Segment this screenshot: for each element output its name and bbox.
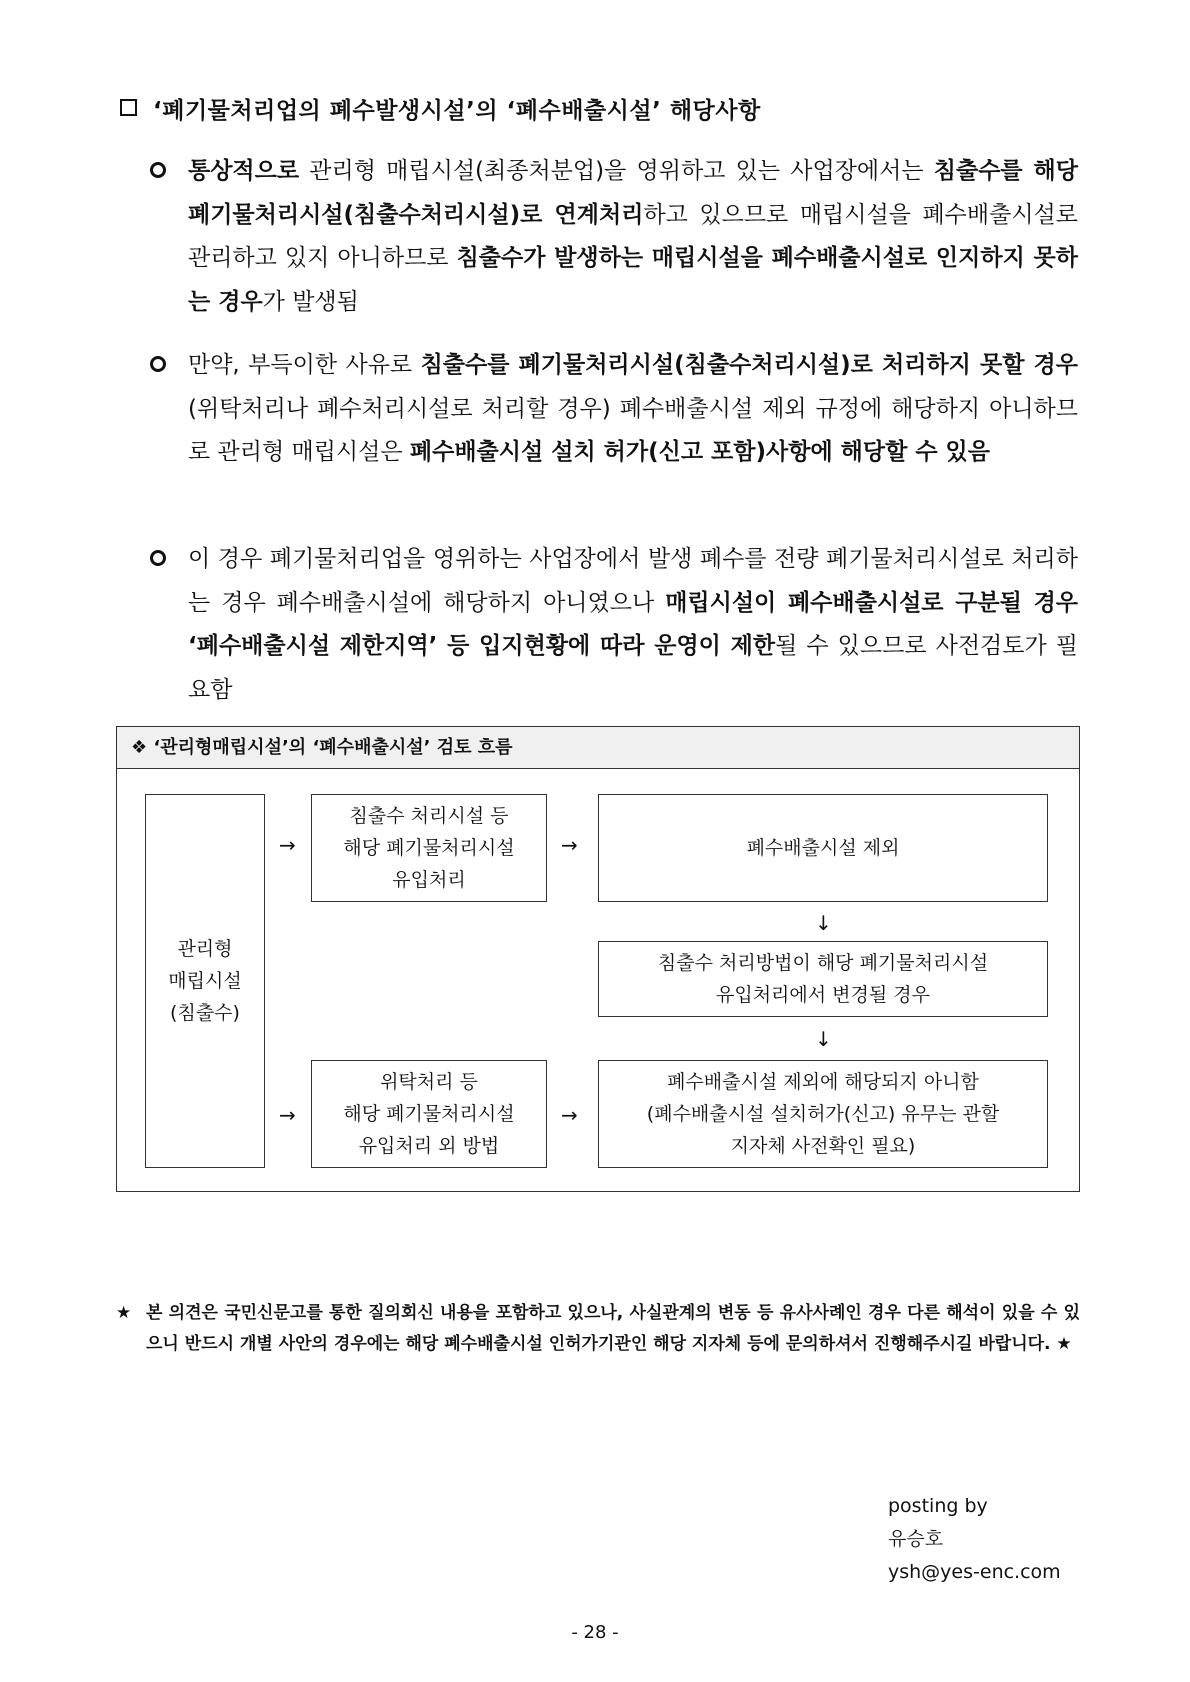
arrow-right-icon: → <box>279 1103 296 1127</box>
box-line: 침출수 처리방법이 해당 폐기물처리시설 <box>657 952 989 974</box>
box-line: 지자체 사전확인 필요) <box>730 1135 916 1157</box>
box-line: 유입처리에서 변경될 경우 <box>716 984 930 1006</box>
flow-header: ❖ ‘관리형매립시설’의 ‘폐수배출시설’ 검토 흐름 <box>117 727 1079 769</box>
box-not-excluded <box>598 1060 1048 1168</box>
item-text <box>188 344 1078 475</box>
bold-segment: 침출수를 폐기물처리시설(침출수처리시설)로 처리하지 못할 경우 <box>420 352 1078 378</box>
checkbox-square-icon <box>120 99 137 116</box>
bold-segment: 통상적으로 <box>188 158 300 184</box>
box-line: 매립시설 <box>168 970 242 992</box>
posting-label: posting by <box>888 1495 988 1517</box>
page-number: - 28 - <box>571 1622 619 1643</box>
arrow-down-icon: ↓ <box>815 1027 832 1051</box>
box-method-changed <box>598 941 1048 1017</box>
list-item <box>150 344 1078 475</box>
arrow-right-icon: → <box>561 833 578 857</box>
box-line: 위탁처리 등 <box>380 1071 478 1093</box>
arrow-right-icon: → <box>279 833 296 857</box>
posting-author: 유승호 <box>888 1528 944 1550</box>
text-segment: 하고 있으므로 매립시설을 폐수배출시설로 관리하고 있지 아니하므로 <box>188 201 1078 272</box>
bold-segment: 침출수를 해당 폐기물처리시설(침출수처리시설)로 연계처리 <box>188 158 1078 228</box>
box-line: 해당 폐기물처리시설 <box>343 837 515 859</box>
text-segment: 관리형 매립시설(최종처분업)을 영위하고 있는 사업장에서는 <box>299 158 934 184</box>
text-segment: 이 경우 폐기물처리업을 영위하는 사업장에서 발생 폐수를 전량 폐기물처리시설로 처리하는 경우 폐수배출시설에 해당하지 아니였으나 <box>188 546 1078 616</box>
star-icon: ★ <box>116 1303 132 1323</box>
box-landfill <box>145 794 265 1168</box>
box-line: 유입처리 <box>392 869 466 891</box>
box-line: (폐수배출시설 설치허가(신고) 유무는 관할 <box>646 1103 1000 1125</box>
box-line: 폐수배출시설 제외에 해당되지 아니함 <box>667 1071 979 1093</box>
box-inflow-treatment <box>311 794 547 902</box>
section-heading <box>120 92 761 125</box>
posting-email: ysh@yes-enc.com <box>888 1561 1061 1583</box>
text-segment: 가 발생됨 <box>262 288 359 315</box>
bold-segment: 매립시설이 폐수배출시설로 구분될 경우 ‘폐수배출시설 제한지역’ 등 입지현황에 따라 운영이 제한 <box>188 589 1079 660</box>
box-excluded <box>598 794 1048 902</box>
flow-diagram <box>116 726 1080 1192</box>
box-line: 관리형 <box>177 938 233 960</box>
disclaimer-note <box>116 1298 1080 1360</box>
box-line: 폐수배출시설 제외 <box>746 837 900 859</box>
circle-bullet-icon <box>150 356 166 372</box>
posting-info <box>888 1490 1061 1589</box>
arrow-right-icon: → <box>561 1103 578 1127</box>
bold-segment: 폐수배출시설 설치 허가(신고 포함)사항에 해당할 수 있음 <box>409 439 990 466</box>
note-text: 본 의견은 국민신문고를 통한 질의회신 내용을 포함하고 있으나, 사실관계의 변동 등 유사사례인 경우 다른 해석이 있을 수 있으니 반드시 개별 사안의 경우에는 해당 폐수배출시설 인허가기관인 해당 지자체 등에 문의하셔서 진행해주시길 바랍니다. ★ <box>146 1303 1080 1354</box>
heading-text: ‘폐기물처리업의 폐수발생시설’의 ‘폐수배출시설’ 해당사항 <box>153 98 761 124</box>
item-text <box>188 538 1078 712</box>
list-item <box>150 538 1078 712</box>
text-segment: 만약, 부득이한 사유로 <box>188 352 421 378</box>
bold-segment: 침출수가 발생하는 매립시설을 폐수배출시설로 인지하지 못하는 경우 <box>188 245 1078 315</box>
text-segment: (위탁처리나 폐수처리시설로 처리할 경우) 폐수배출시설 제외 규정에 해당하지 아니하므로 관리형 매립시설은 <box>188 395 1078 466</box>
box-line: 유입처리 외 방법 <box>358 1135 500 1157</box>
box-other-method <box>311 1060 547 1168</box>
box-line: 해당 폐기물처리시설 <box>343 1103 515 1125</box>
text-segment: 될 수 있으므로 사전검토가 필요함 <box>188 633 1078 703</box>
list-item <box>150 150 1078 324</box>
circle-bullet-icon <box>150 162 166 178</box>
circle-bullet-icon <box>150 550 166 566</box>
arrow-down-icon: ↓ <box>815 911 832 935</box>
box-line: (침출수) <box>170 1002 240 1024</box>
item-text <box>188 150 1078 324</box>
box-line: 침출수 처리시설 등 <box>349 805 509 827</box>
